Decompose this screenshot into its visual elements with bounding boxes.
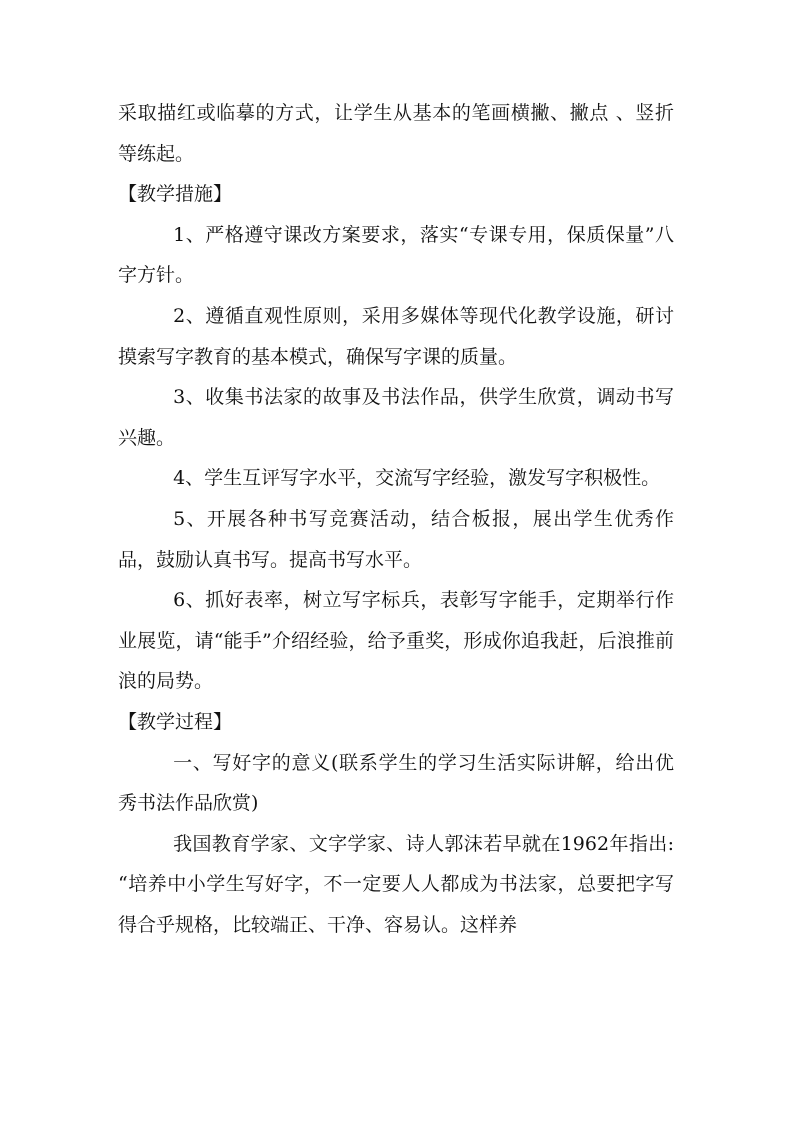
document-body — [118, 93, 674, 945]
section-heading: 【教学过程】 — [118, 710, 233, 733]
paragraph: 6、抓好表率，树立写字标兵，表彰写字能手，定期举行作业展览，请“能手”介绍经验，给予重奖，形成你追我赶，后浪推前浪的局势。 — [118, 589, 674, 693]
paragraph: 1、严格遵守课改方案要求，落实“专课专用，保质保量”八字方针。 — [118, 223, 674, 287]
paragraph: 采取描红或临摹的方式，让学生从基本的笔画横撇、撇点 、竖折等练起。 — [118, 102, 674, 165]
paragraph: 一、写好字的意义(联系学生的学习生活实际讲解，给出优秀书法作品欣赏) — [118, 751, 674, 815]
paragraph: 5、开展各种书写竞赛活动，结合板报，展出学生优秀作品，鼓励认真书写。提高书写水平。 — [118, 507, 674, 571]
paragraph: 2、遵循直观性原则，采用多媒体等现代化教学设施，研讨摸索写字教育的基本模式，确保写字课的质量。 — [118, 304, 674, 368]
paragraph: 3、收集书法家的故事及书法作品，供学生欣赏，调动书写兴趣。 — [118, 386, 674, 449]
paragraph: 4、学生互评写字水平，交流写字经验，激发写字积极性。 — [173, 467, 661, 490]
paragraph: 我国教育学家、文字学家、诗人郭沫若早就在1962年指出: “培养中小学生写好字，不一定要人人都成为书法家，总要把字写得合乎规格，比较端正、干净、容易认。这样养 — [118, 832, 674, 936]
section-heading: 【教学措施】 — [118, 183, 233, 206]
